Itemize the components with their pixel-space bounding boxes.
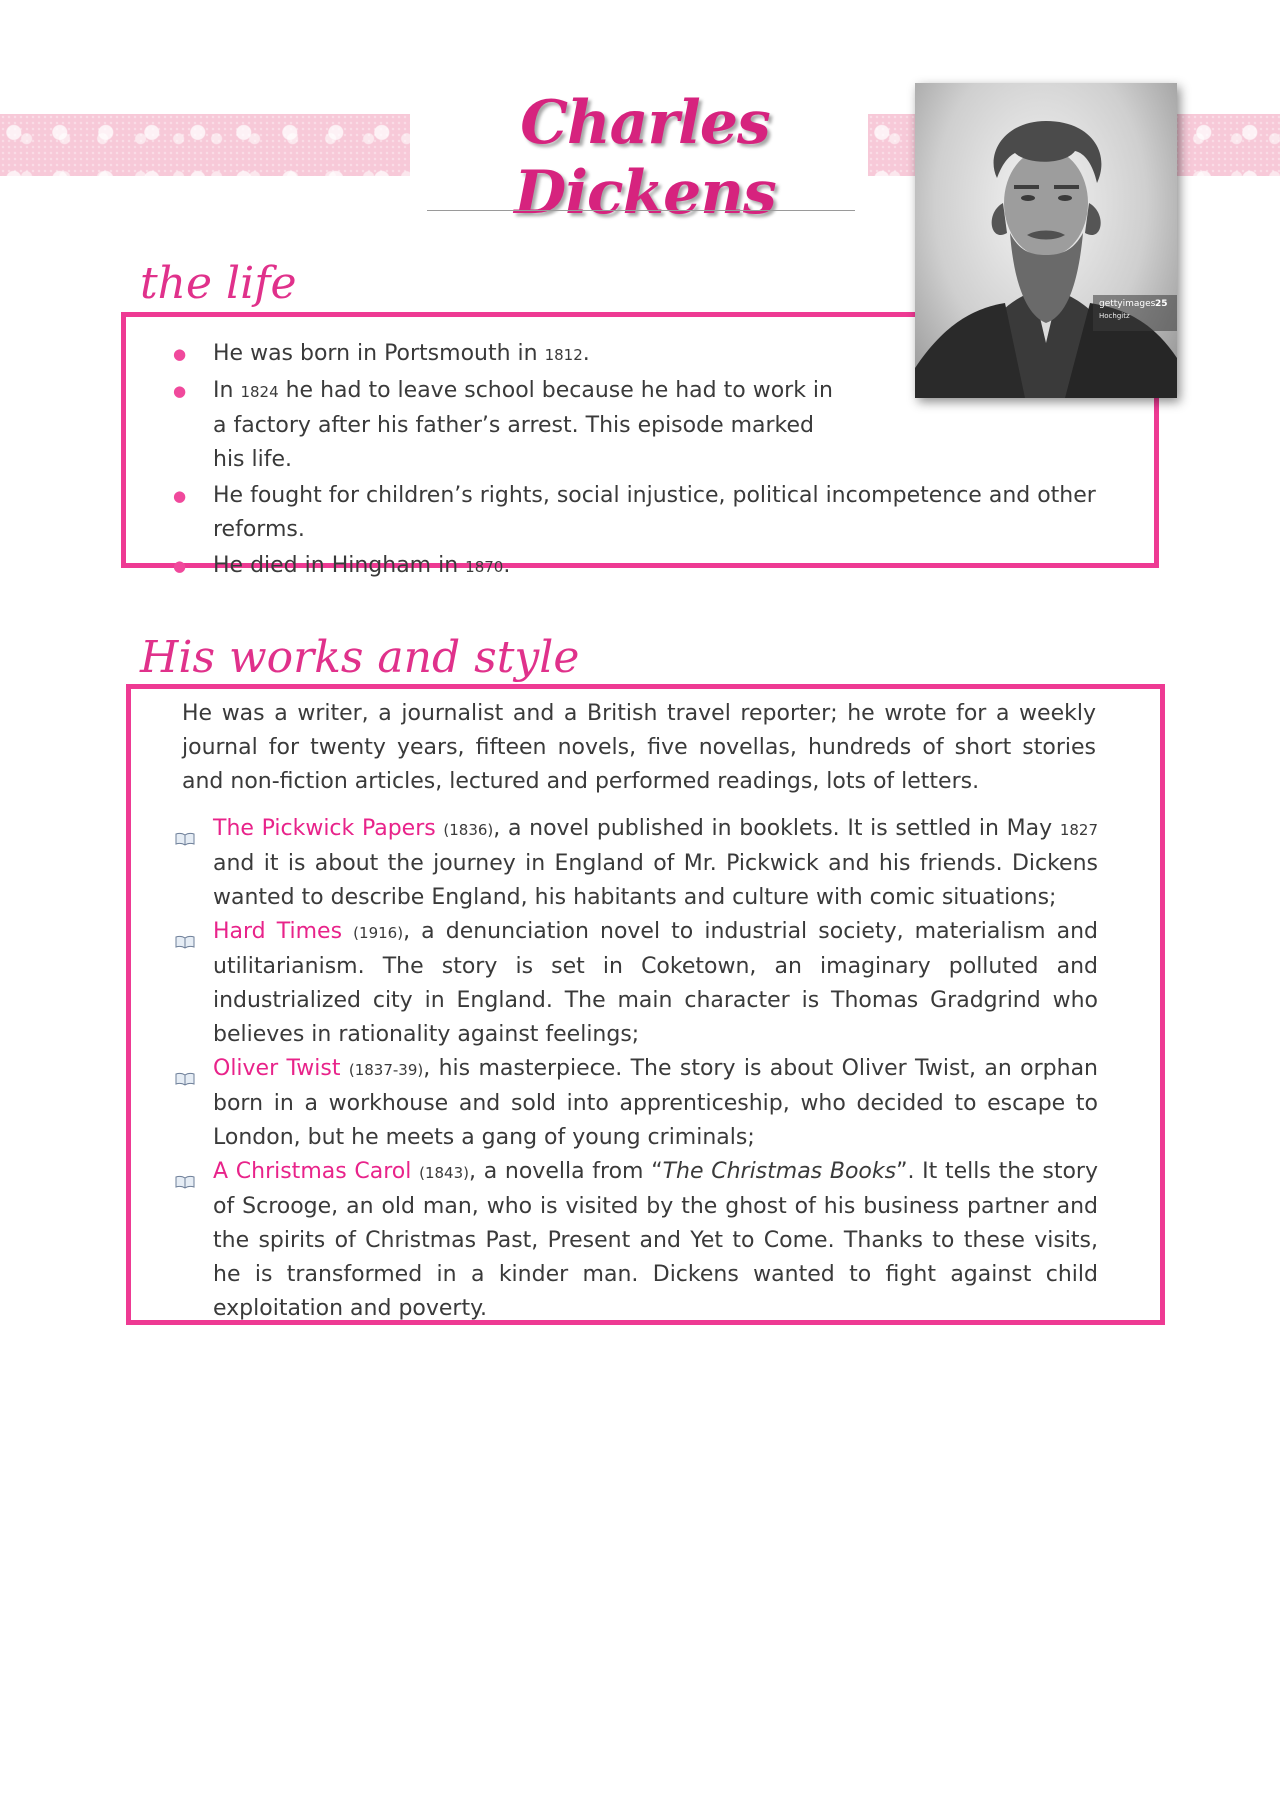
work-item: Oliver Twist (1837-39), his masterpiece. The story is about Oliver Twist, an orphan born in a workhouse and sold into apprenticeship, who decided to escape to London, but he meets a gang of young criminals;	[172, 1052, 1098, 1155]
work-item: The Pickwick Papers (1836), a novel published in booklets. It is settled in May 1827 and it is about the journey in England of Mr. Pickwick and his friends. Dickens wanted to describe England, his habitants and culture with comic situations;	[172, 812, 1098, 915]
works-list	[172, 812, 1098, 1326]
open-book-icon	[175, 823, 195, 857]
watermark-brand: gettyimages	[1099, 299, 1156, 309]
header-banner-left	[0, 114, 410, 176]
title-divider	[427, 210, 855, 211]
watermark-extra: 25	[1155, 299, 1168, 309]
bullet-icon: ●	[173, 382, 187, 400]
open-book-icon	[175, 926, 195, 960]
work-title: Hard Times	[213, 919, 343, 944]
portrait-drawing	[915, 83, 1177, 398]
work-item: A Christmas Carol (1843), a novella from “The Christmas Books”. It tells the story of Scrooge, an old man, who is visited by the ghost of his business partner and the spirits of Christmas Past, Present and Yet to Come. Thanks to these visits, he is transformed in a kinder man. Dickens wanted to fight against child exploitation and poverty.	[172, 1155, 1098, 1326]
open-book-icon	[175, 1166, 195, 1200]
works-heading: His works and style	[140, 632, 580, 683]
work-title: A Christmas Carol	[213, 1159, 412, 1184]
work-item: Hard Times (1916), a denunciation novel to industrial society, materialism and utilitarianism. The story is set in Coketown, an imaginary polluted and industrialized city in England. The main character is Thomas Gradgrind who believes in rationality against feelings;	[172, 915, 1098, 1052]
bullet-icon: ●	[173, 557, 187, 575]
life-item: ● In 1824 he had to leave school because he had to work in a factory after his father’s arrest. This episode marked his life.	[170, 374, 1098, 477]
life-heading: the life	[140, 258, 297, 309]
work-title: Oliver Twist	[213, 1056, 341, 1081]
bullet-icon: ●	[173, 487, 187, 505]
life-item: ● He fought for children’s rights, social injustice, political incompetence and other reforms.	[170, 479, 1098, 547]
works-intro: He was a writer, a journalist and a British travel reporter; he wrote for a weekly journal for twenty years, fifteen novels, five novellas, hundreds of short stories and non-fiction articles, lectured and performed readings, lots of letters.	[182, 701, 1096, 794]
document-title: Charles Dickens	[514, 88, 776, 228]
life-item: ● He was born in Portsmouth in 1812.	[170, 337, 1098, 372]
life-item: ● He died in Hingham in 1870.	[170, 549, 1098, 584]
bullet-icon: ●	[173, 345, 187, 363]
work-title: The Pickwick Papers	[213, 816, 436, 841]
open-book-icon	[175, 1063, 195, 1097]
author-portrait	[915, 83, 1177, 398]
watermark-sub: Hochgitz	[1099, 312, 1130, 320]
